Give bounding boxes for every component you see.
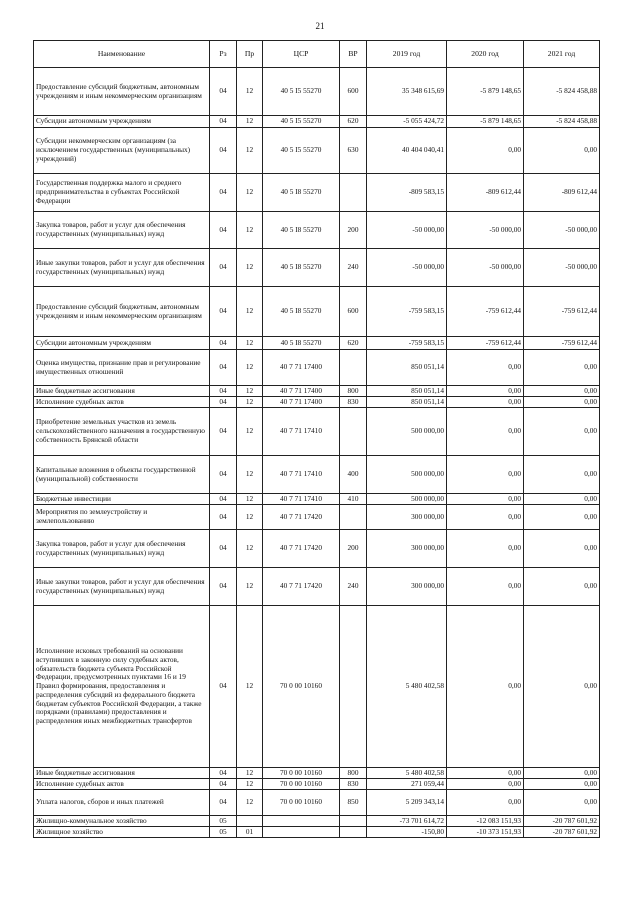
cell-2021: 0,00 — [524, 530, 600, 568]
cell-rz: 04 — [210, 128, 237, 174]
cell-name: Предоставление субсидий бюджетным, автономным учреждениям и иным некоммерческим организациям — [34, 68, 210, 116]
cell-2021: 0,00 — [524, 606, 600, 768]
cell-2019: 500 000,00 — [367, 494, 447, 505]
cell-2019: 500 000,00 — [367, 408, 447, 456]
cell-2020: 0,00 — [447, 779, 524, 790]
cell-pr: 12 — [237, 456, 263, 494]
cell-2020: 0,00 — [447, 397, 524, 408]
cell-2019: 5 480 402,58 — [367, 606, 447, 768]
table-row — [34, 790, 600, 816]
table-row — [34, 350, 600, 386]
table-row — [34, 337, 600, 350]
cell-2019: 300 000,00 — [367, 530, 447, 568]
cell-2021: 0,00 — [524, 790, 600, 816]
header-rz: Рз — [210, 41, 237, 68]
cell-vr — [340, 606, 367, 768]
cell-csr: 40 7 71 17410 — [263, 408, 340, 456]
cell-vr: 850 — [340, 790, 367, 816]
cell-2021: 0,00 — [524, 494, 600, 505]
budget-table — [33, 40, 600, 838]
cell-pr: 12 — [237, 790, 263, 816]
cell-rz: 05 — [210, 816, 237, 827]
cell-2020: -759 612,44 — [447, 337, 524, 350]
cell-2020: 0,00 — [447, 408, 524, 456]
cell-2020: -50 000,00 — [447, 249, 524, 287]
cell-csr: 40 5 I8 55270 — [263, 174, 340, 212]
table-row — [34, 768, 600, 779]
cell-2019: 500 000,00 — [367, 456, 447, 494]
table-row — [34, 212, 600, 249]
cell-name: Жилищно-коммунальное хозяйство — [34, 816, 210, 827]
cell-rz: 05 — [210, 827, 237, 838]
cell-name: Исполнение судебных актов — [34, 779, 210, 790]
cell-2020: -10 373 151,93 — [447, 827, 524, 838]
cell-pr: 12 — [237, 249, 263, 287]
cell-csr: 40 5 I8 55270 — [263, 337, 340, 350]
cell-csr: 70 0 00 10160 — [263, 606, 340, 768]
cell-pr: 12 — [237, 530, 263, 568]
cell-2019: 850 051,14 — [367, 350, 447, 386]
cell-csr: 40 7 71 17420 — [263, 568, 340, 606]
cell-2020: 0,00 — [447, 494, 524, 505]
table-row — [34, 456, 600, 494]
table-row — [34, 568, 600, 606]
cell-rz: 04 — [210, 408, 237, 456]
cell-csr: 40 7 71 17400 — [263, 350, 340, 386]
cell-vr — [340, 408, 367, 456]
cell-2020: 0,00 — [447, 530, 524, 568]
cell-name: Приобретение земельных участков из земель сельскохозяйственного назначения в государственную собственность Брянской области — [34, 408, 210, 456]
header-csr: ЦСР — [263, 41, 340, 68]
cell-2019: 300 000,00 — [367, 505, 447, 530]
cell-pr: 12 — [237, 128, 263, 174]
cell-vr: 200 — [340, 212, 367, 249]
cell-2021: 0,00 — [524, 386, 600, 397]
header-name: Наименование — [34, 41, 210, 68]
table-row — [34, 494, 600, 505]
cell-2019: 40 404 040,41 — [367, 128, 447, 174]
cell-pr: 12 — [237, 568, 263, 606]
table-row — [34, 827, 600, 838]
cell-vr: 830 — [340, 397, 367, 408]
cell-csr: 40 7 71 17400 — [263, 397, 340, 408]
table-row — [34, 530, 600, 568]
cell-vr: 240 — [340, 568, 367, 606]
cell-pr: 12 — [237, 350, 263, 386]
cell-pr: 12 — [237, 606, 263, 768]
table-row — [34, 116, 600, 128]
cell-pr: 12 — [237, 768, 263, 779]
cell-2019: -73 701 614,72 — [367, 816, 447, 827]
cell-rz: 04 — [210, 350, 237, 386]
table-row — [34, 287, 600, 337]
cell-rz: 04 — [210, 505, 237, 530]
cell-name: Мероприятия по землеустройству и землепользованию — [34, 505, 210, 530]
cell-2021: -759 612,44 — [524, 337, 600, 350]
cell-name: Субсидии автономным учреждениям — [34, 116, 210, 128]
cell-csr — [263, 827, 340, 838]
cell-2021: -20 787 601,92 — [524, 827, 600, 838]
cell-vr: 800 — [340, 386, 367, 397]
cell-2021: 0,00 — [524, 350, 600, 386]
cell-2020: -809 612,44 — [447, 174, 524, 212]
table-row — [34, 174, 600, 212]
cell-rz: 04 — [210, 287, 237, 337]
cell-name: Капитальные вложения в объекты государственной (муниципальной) собственности — [34, 456, 210, 494]
cell-csr: 40 7 71 17420 — [263, 505, 340, 530]
cell-csr: 40 5 I5 55270 — [263, 116, 340, 128]
cell-rz: 04 — [210, 386, 237, 397]
cell-name: Бюджетные инвестиции — [34, 494, 210, 505]
cell-pr: 12 — [237, 337, 263, 350]
cell-name: Оценка имущества, признание прав и регулирование имущественных отношений — [34, 350, 210, 386]
header-2020: 2020 год — [447, 41, 524, 68]
cell-2020: 0,00 — [447, 128, 524, 174]
table-row — [34, 816, 600, 827]
cell-csr: 40 7 71 17400 — [263, 386, 340, 397]
table-row — [34, 386, 600, 397]
cell-name: Предоставление субсидий бюджетным, автономным учреждениям и иным некоммерческим организациям — [34, 287, 210, 337]
cell-vr — [340, 827, 367, 838]
cell-2021: 0,00 — [524, 408, 600, 456]
cell-rz: 04 — [210, 568, 237, 606]
cell-name: Субсидии некоммерческим организациям (за исключением государственных (муниципальных) учреждений) — [34, 128, 210, 174]
cell-name: Государственная поддержка малого и среднего предпринимательства в субъектах Российской Федерации — [34, 174, 210, 212]
cell-2021: 0,00 — [524, 128, 600, 174]
cell-2021: -50 000,00 — [524, 249, 600, 287]
cell-pr: 01 — [237, 827, 263, 838]
cell-2019: -759 583,15 — [367, 287, 447, 337]
cell-csr: 40 5 I8 55270 — [263, 249, 340, 287]
cell-2020: -50 000,00 — [447, 212, 524, 249]
table-row — [34, 505, 600, 530]
cell-2019: 850 051,14 — [367, 397, 447, 408]
cell-2019: -5 055 424,72 — [367, 116, 447, 128]
cell-2020: 0,00 — [447, 790, 524, 816]
cell-rz: 04 — [210, 212, 237, 249]
cell-csr: 40 5 I5 55270 — [263, 68, 340, 116]
cell-rz: 04 — [210, 456, 237, 494]
cell-2021: 0,00 — [524, 779, 600, 790]
cell-2020: -12 083 151,93 — [447, 816, 524, 827]
cell-pr: 12 — [237, 68, 263, 116]
cell-vr: 620 — [340, 116, 367, 128]
cell-name: Иные закупки товаров, работ и услуг для обеспечения государственных (муниципальных) нужд — [34, 568, 210, 606]
table-row — [34, 606, 600, 768]
cell-csr — [263, 816, 340, 827]
cell-vr — [340, 174, 367, 212]
cell-2019: -50 000,00 — [367, 249, 447, 287]
cell-vr: 410 — [340, 494, 367, 505]
cell-name: Уплата налогов, сборов и иных платежей — [34, 790, 210, 816]
cell-2021: -50 000,00 — [524, 212, 600, 249]
cell-2021: -759 612,44 — [524, 287, 600, 337]
cell-csr: 70 0 00 10160 — [263, 768, 340, 779]
cell-vr — [340, 350, 367, 386]
cell-pr: 12 — [237, 287, 263, 337]
cell-name: Исполнение судебных актов — [34, 397, 210, 408]
cell-pr: 12 — [237, 408, 263, 456]
cell-name: Закупка товаров, работ и услуг для обеспечения государственных (муниципальных) нужд — [34, 212, 210, 249]
cell-pr: 12 — [237, 779, 263, 790]
cell-vr: 620 — [340, 337, 367, 350]
header-2021: 2021 год — [524, 41, 600, 68]
header-pr: Пр — [237, 41, 263, 68]
cell-2021: 0,00 — [524, 568, 600, 606]
cell-2021: 0,00 — [524, 397, 600, 408]
cell-2021: 0,00 — [524, 505, 600, 530]
cell-csr: 70 0 00 10160 — [263, 790, 340, 816]
cell-vr — [340, 816, 367, 827]
table-row — [34, 128, 600, 174]
cell-vr: 830 — [340, 779, 367, 790]
cell-csr: 40 5 I8 55270 — [263, 212, 340, 249]
table-header-row — [34, 41, 600, 68]
cell-pr: 12 — [237, 397, 263, 408]
table-row — [34, 779, 600, 790]
cell-csr: 40 5 I8 55270 — [263, 287, 340, 337]
cell-rz: 04 — [210, 768, 237, 779]
cell-vr — [340, 505, 367, 530]
cell-pr: 12 — [237, 174, 263, 212]
cell-vr: 200 — [340, 530, 367, 568]
cell-pr: 12 — [237, 386, 263, 397]
cell-vr: 800 — [340, 768, 367, 779]
cell-rz: 04 — [210, 790, 237, 816]
cell-rz: 04 — [210, 606, 237, 768]
cell-2019: 35 348 615,69 — [367, 68, 447, 116]
cell-pr: 12 — [237, 116, 263, 128]
header-vr: ВР — [340, 41, 367, 68]
cell-2019: 850 051,14 — [367, 386, 447, 397]
cell-2021: -5 824 458,88 — [524, 68, 600, 116]
cell-2021: -20 787 601,92 — [524, 816, 600, 827]
cell-rz: 04 — [210, 494, 237, 505]
cell-2019: 271 059,44 — [367, 779, 447, 790]
table-row — [34, 249, 600, 287]
cell-2021: -809 612,44 — [524, 174, 600, 212]
cell-csr: 40 7 71 17410 — [263, 494, 340, 505]
cell-vr: 400 — [340, 456, 367, 494]
cell-rz: 04 — [210, 68, 237, 116]
table-row — [34, 68, 600, 116]
cell-2019: -50 000,00 — [367, 212, 447, 249]
cell-csr: 70 0 00 10160 — [263, 779, 340, 790]
cell-2020: 0,00 — [447, 606, 524, 768]
cell-2020: 0,00 — [447, 386, 524, 397]
cell-name: Иные бюджетные ассигнования — [34, 768, 210, 779]
cell-rz: 04 — [210, 779, 237, 790]
cell-pr: 12 — [237, 212, 263, 249]
cell-name: Иные бюджетные ассигнования — [34, 386, 210, 397]
cell-2020: -759 612,44 — [447, 287, 524, 337]
cell-vr: 240 — [340, 249, 367, 287]
cell-2019: 5 480 402,58 — [367, 768, 447, 779]
cell-vr: 600 — [340, 68, 367, 116]
cell-2020: -5 879 148,65 — [447, 116, 524, 128]
header-2019: 2019 год — [367, 41, 447, 68]
cell-2021: 0,00 — [524, 768, 600, 779]
table-row — [34, 397, 600, 408]
cell-2020: 0,00 — [447, 768, 524, 779]
cell-2021: 0,00 — [524, 456, 600, 494]
cell-name: Исполнение исковых требований на основании вступивших в законную силу судебных актов, обязательств бюджета субъекта Российской Федерации, предусмотренных пунктами 16 и 19 Правил формирования, предоставления и распределения субсидий из федерального бюджета бюджетам субъектов Российской Федерации, а также порядками (правилами) предоставления и распределения иных межбюджетных трансфертов — [34, 606, 210, 768]
cell-vr: 630 — [340, 128, 367, 174]
cell-2021: -5 824 458,88 — [524, 116, 600, 128]
cell-2019: 300 000,00 — [367, 568, 447, 606]
cell-name: Жилищное хозяйство — [34, 827, 210, 838]
cell-csr: 40 7 71 17420 — [263, 530, 340, 568]
cell-rz: 04 — [210, 397, 237, 408]
cell-rz: 04 — [210, 174, 237, 212]
cell-pr: 12 — [237, 505, 263, 530]
cell-name: Иные закупки товаров, работ и услуг для обеспечения государственных (муниципальных) нужд — [34, 249, 210, 287]
cell-rz: 04 — [210, 249, 237, 287]
cell-name: Субсидии автономным учреждениям — [34, 337, 210, 350]
cell-pr — [237, 816, 263, 827]
table-body — [34, 68, 600, 838]
cell-2020: -5 879 148,65 — [447, 68, 524, 116]
cell-2019: -759 583,15 — [367, 337, 447, 350]
cell-rz: 04 — [210, 116, 237, 128]
cell-csr: 40 7 71 17410 — [263, 456, 340, 494]
cell-2019: -150,80 — [367, 827, 447, 838]
cell-csr: 40 5 I5 55270 — [263, 128, 340, 174]
cell-2019: 5 209 343,14 — [367, 790, 447, 816]
table-row — [34, 408, 600, 456]
cell-2019: -809 583,15 — [367, 174, 447, 212]
cell-rz: 04 — [210, 530, 237, 568]
page-number: 21 — [315, 21, 325, 31]
cell-vr: 600 — [340, 287, 367, 337]
cell-2020: 0,00 — [447, 456, 524, 494]
cell-2020: 0,00 — [447, 350, 524, 386]
cell-2020: 0,00 — [447, 505, 524, 530]
cell-2020: 0,00 — [447, 568, 524, 606]
cell-rz: 04 — [210, 337, 237, 350]
cell-name: Закупка товаров, работ и услуг для обеспечения государственных (муниципальных) нужд — [34, 530, 210, 568]
cell-pr: 12 — [237, 494, 263, 505]
